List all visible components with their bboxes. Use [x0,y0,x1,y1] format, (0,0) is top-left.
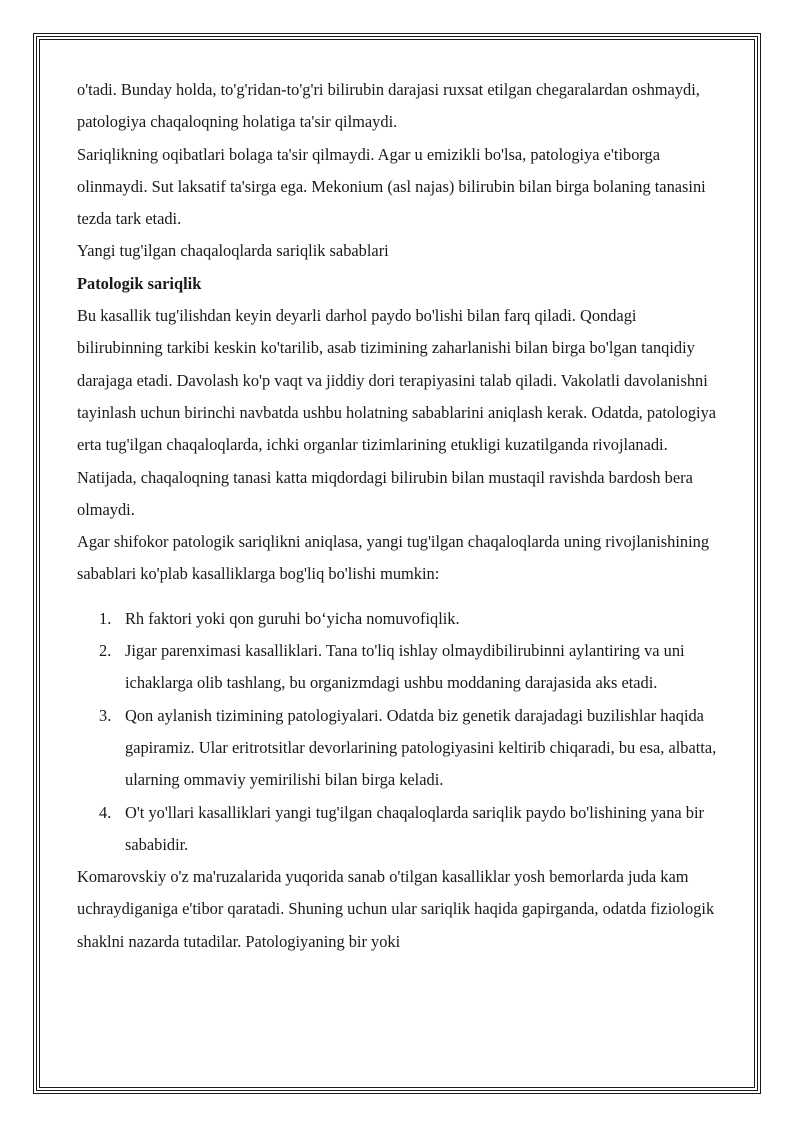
list-item-number: 2. [99,641,112,661]
section-heading: Patologik sariqlik [77,273,202,293]
paragraph: Sariqlikning oqibatlari bolaga ta'sir qilmaydi. Agar u emizikli bo'lsa, patologiya e'tiborga olinmaydi. Sut laksatif ta'sirga ega. Mekonium (asl najas) bilirubin bilan birga bolaning tanasini tezda tark etadi. [77,144,706,229]
list-item-text: Jigar parenximasi kasalliklari. Tana to'liq ishlay olmaydibilirubinni aylantiring va uni ichaklarga olib tashlang, bu organizmdagi ushbu moddaning darajasida aks etadi. [125,641,685,693]
numbered-list [77,603,725,861]
list-item [77,603,725,635]
list-item-text: O't yo'llari kasalliklari yangi tug'ilgan chaqaloqlarda sariqlik paydo bo'lishining yana bir sababidir. [125,802,704,854]
paragraph: Komarovskiy o'z ma'ruzalarida yuqorida sanab o'tilgan kasalliklar yosh bemorlarda juda kam uchraydiganiga e'tibor qaratadi. Shuning uchun ular sariqlik haqida gapirganda, odatda fiziologik shaklni nazarda tutadilar. Patologiyaning bir yoki [77,867,715,951]
paragraph: o'tadi. Bunday holda, to'g'ridan-to'g'ri bilirubin darajasi ruxsat etilgan chegaralardan oshmaydi, patologiya chaqaloqning holatiga ta'sir qilmaydi. [77,80,700,132]
list-item [77,797,725,862]
list-item-number: 3. [99,705,112,725]
list-item [77,635,725,700]
list-item-text: Rh faktori yoki qon guruhi bo‘yicha nomuvofiqlik. [125,608,460,628]
list-item [77,700,725,797]
list-item-number: 1. [99,608,112,628]
list-item-text: Qon aylanish tizimining patologiyalari. Odatda biz genetik darajadagi buzilishlar haqida gapiramiz. Ular eritrotsitlar devorlarining patologiyasini keltirib chiqaradi, bu esa, albatta, ularning ommaviy yemirilishi bilan birga keladi. [125,705,717,790]
paragraph: Agar shifokor patologik sariqlikni aniqlasa, yangi tug'ilgan chaqaloqlarda uning rivojlanishining sabablari ko'plab kasalliklarga bog'liq bo'lishi mumkin: [77,532,710,584]
document-body [77,74,725,958]
paragraph: Bu kasallik tug'ilishdan keyin deyarli darhol paydo bo'lishi bilan farq qiladi. Qondagi bilirubinning tarkibi keskin ko'tarilib, asab tizimining zaharlanishi bilan birga bo'lgan tanqidiy darajaga etadi. Davolash ko'p vaqt va jiddiy dori terapiyasini talab qiladi. Vakolatli davolanishni tayinlash uchun birinchi navbatda ushbu holatning sabablarini aniqlash kerak. Odatda, patologiya erta tug'ilgan chaqaloqlarda, ichki organlar tizimlarining etukligi kuzatilganda rivojlanadi. Natijada, chaqaloqning tanasi katta miqdordagi bilirubin bilan mustaqil ravishda bardosh bera olmaydi. [77,306,717,519]
list-item-number: 4. [99,802,112,822]
paragraph: Yangi tug'ilgan chaqaloqlarda sariqlik sabablari [77,241,389,261]
